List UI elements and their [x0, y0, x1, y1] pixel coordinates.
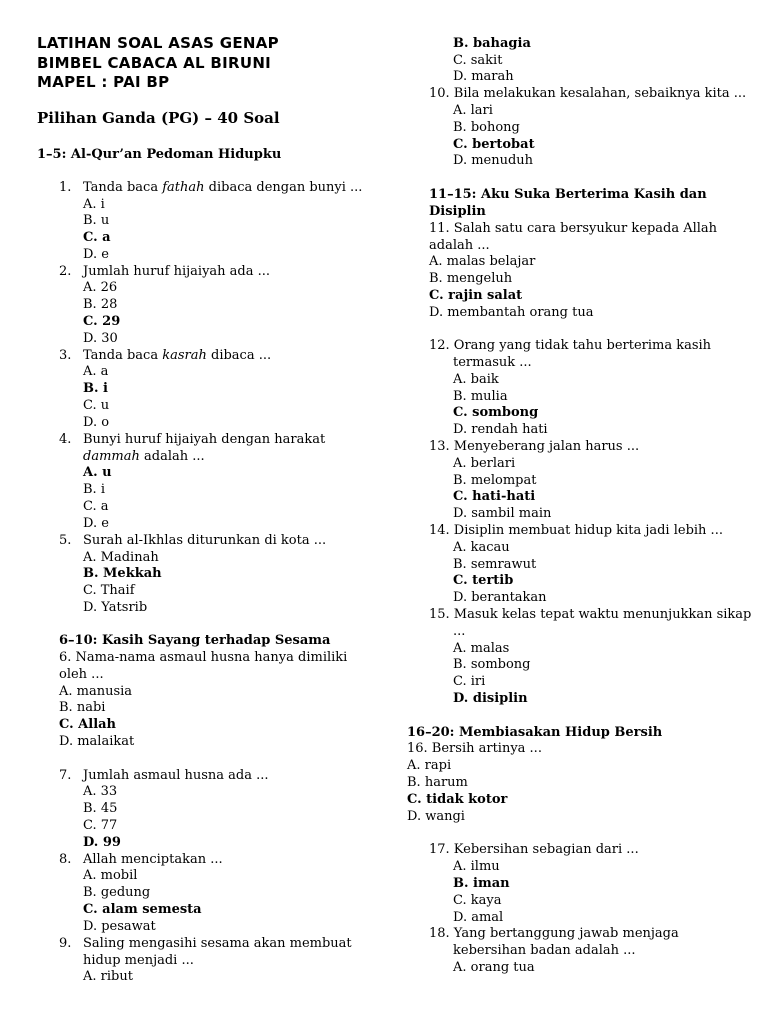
q7-text: Jumlah asmaul husna ada ...: [83, 768, 269, 783]
q14-option-b: B. semrawut: [453, 557, 537, 572]
q6-option-d: D. malaikat: [59, 734, 135, 749]
q3-option-d: D. o: [83, 415, 110, 430]
doc-title-line2: BIMBEL CABACA AL BIRUNI: [37, 54, 272, 72]
q8-option-c: C. alam semesta: [83, 902, 202, 917]
q4-text-line2: dammah adalah ...: [83, 449, 205, 464]
q10-option-c: C. bertobat: [453, 137, 535, 152]
q3-option-b: B. i: [83, 381, 108, 396]
q18-text-line1: 18. Yang bertanggung jawab menjaga: [429, 926, 679, 941]
q7-option-b: B. 45: [83, 801, 118, 816]
section-heading-3-line2: Disiplin: [429, 204, 486, 219]
q11-option-b: B. mengeluh: [429, 271, 513, 286]
q12-text-line1: 12. Orang yang tidak tahu berterima kasih: [429, 338, 712, 353]
q12-text-line2: termasuk ...: [453, 355, 532, 370]
q11-option-c: C. rajin salat: [429, 288, 523, 303]
q5-option-c: C. Thaif: [83, 583, 135, 598]
q6-option-a: A. manusia: [59, 684, 133, 699]
q12-option-a: A. baik: [453, 372, 499, 387]
q11-text-line1: 11. Salah satu cara bersyukur kepada Allah: [429, 221, 718, 236]
q10-option-b: B. bohong: [453, 120, 520, 135]
q7-number: 7.: [59, 768, 72, 783]
q14-option-a: A. kacau: [453, 540, 510, 555]
q9-number: 9.: [59, 936, 72, 951]
q1-text: Tanda baca fathah dibaca dengan bunyi ...: [83, 180, 363, 195]
q5-option-d: D. Yatsrib: [83, 600, 148, 615]
q9-text-line1: Saling mengasihi sesama akan membuat: [83, 936, 352, 951]
q3-number: 3.: [59, 348, 72, 363]
q13-option-d: D. sambil main: [453, 506, 552, 521]
q6-text-line1: 6. Nama-nama asmaul husna hanya dimiliki: [59, 650, 348, 665]
q9-option-c: C. sakit: [453, 53, 503, 68]
section-heading-4: 16–20: Membiasakan Hidup Bersih: [407, 725, 663, 740]
q9-option-b: B. bahagia: [453, 36, 531, 51]
q3-option-a: A. a: [83, 364, 109, 379]
q14-option-c: C. tertib: [453, 573, 514, 588]
q4-option-a: A. u: [83, 465, 112, 480]
q10-option-d: D. menuduh: [453, 153, 534, 168]
q7-option-a: A. 33: [83, 784, 118, 799]
q8-number: 8.: [59, 852, 72, 867]
q10-text: 10. Bila melakukan kesalahan, sebaiknya kita ...: [429, 86, 747, 101]
q15-option-a: A. malas: [453, 641, 510, 656]
q17-option-d: D. amal: [453, 910, 504, 925]
q4-text-line1: Bunyi huruf hijaiyah dengan harakat: [83, 432, 326, 447]
q2-text: Jumlah huruf hijaiyah ada ...: [83, 264, 271, 279]
q15-text-line2: ...: [453, 624, 466, 639]
q1-option-a: A. i: [83, 197, 105, 212]
q7-option-d: D. 99: [83, 835, 121, 850]
q16-option-a: A. rapi: [407, 758, 452, 773]
q3-option-c: C. u: [83, 398, 110, 413]
q1-option-b: B. u: [83, 213, 110, 228]
doc-title-line3: MAPEL : PAI BP: [37, 73, 170, 91]
section-heading-1: 1–5: Al-Qur’an Pedoman Hidupku: [37, 147, 282, 162]
q13-option-b: B. melompat: [453, 473, 537, 488]
section-heading-2: 6–10: Kasih Sayang terhadap Sesama: [59, 633, 331, 648]
q14-text: 14. Disiplin membuat hidup kita jadi lebih ...: [429, 523, 723, 538]
q16-option-d: D. wangi: [407, 809, 465, 824]
section-heading-3-line1: 11–15: Aku Suka Berterima Kasih dan: [429, 187, 707, 202]
q17-option-a: A. ilmu: [453, 859, 500, 874]
q16-option-c: C. tidak kotor: [407, 792, 508, 807]
q12-option-d: D. rendah hati: [453, 422, 548, 437]
doc-subtitle: Pilihan Ganda (PG) – 40 Soal: [37, 109, 280, 127]
q1-number: 1.: [59, 180, 72, 195]
q4-option-c: C. a: [83, 499, 109, 514]
q12-option-c: C. sombong: [453, 405, 539, 420]
q12-option-b: B. mulia: [453, 389, 508, 404]
q4-option-d: D. e: [83, 516, 109, 531]
q14-option-d: D. berantakan: [453, 590, 547, 605]
q11-option-a: A. malas belajar: [429, 254, 536, 269]
q10-option-a: A. lari: [453, 103, 493, 118]
q2-option-c: C. 29: [83, 314, 121, 329]
q2-option-b: B. 28: [83, 297, 118, 312]
q2-option-d: D. 30: [83, 331, 118, 346]
q5-option-b: B. Mekkah: [83, 566, 162, 581]
q16-text: 16. Bersih artinya ...: [407, 741, 542, 756]
q17-option-b: B. iman: [453, 876, 510, 891]
q13-option-a: A. berlari: [453, 456, 516, 471]
q8-text: Allah menciptakan ...: [83, 852, 223, 867]
q6-option-c: C. Allah: [59, 717, 117, 732]
q6-option-b: B. nabi: [59, 700, 106, 715]
q7-option-c: C. 77: [83, 818, 118, 833]
q11-text-line2: adalah ...: [429, 238, 490, 253]
q15-option-c: C. iri: [453, 674, 486, 689]
doc-title-line1: LATIHAN SOAL ASAS GENAP: [37, 34, 279, 52]
q17-text: 17. Kebersihan sebagian dari ...: [429, 842, 639, 857]
q3-text: Tanda baca kasrah dibaca ...: [83, 348, 272, 363]
q9-option-d: D. marah: [453, 69, 514, 84]
q11-option-d: D. membantah orang tua: [429, 305, 594, 320]
q9-option-a: A. ribut: [83, 969, 133, 984]
q5-option-a: A. Madinah: [83, 550, 159, 565]
q2-option-a: A. 26: [83, 280, 118, 295]
q1-option-c: C. a: [83, 230, 111, 245]
q13-text: 13. Menyeberang jalan harus ...: [429, 439, 640, 454]
q8-option-a: A. mobil: [83, 868, 138, 883]
q6-text-line2: oleh ...: [59, 667, 104, 682]
q4-number: 4.: [59, 432, 72, 447]
q17-option-c: C. kaya: [453, 893, 502, 908]
q8-option-d: D. pesawat: [83, 919, 156, 934]
q5-text: Surah al-Ikhlas diturunkan di kota ...: [83, 533, 327, 548]
q5-number: 5.: [59, 533, 72, 548]
q2-number: 2.: [59, 264, 72, 279]
q15-option-d: D. disiplin: [453, 691, 528, 706]
q18-text-line2: kebersihan badan adalah ...: [453, 943, 636, 958]
q4-option-b: B. i: [83, 482, 105, 497]
q13-option-c: C. hati-hati: [453, 489, 536, 504]
q15-text-line1: 15. Masuk kelas tepat waktu menunjukkan sikap: [429, 607, 752, 622]
q8-option-b: B. gedung: [83, 885, 151, 900]
q18-option-a: A. orang tua: [453, 960, 535, 975]
q16-option-b: B. harum: [407, 775, 468, 790]
q15-option-b: B. sombong: [453, 657, 531, 672]
q9-text-line2: hidup menjadi ...: [83, 953, 194, 968]
q1-option-d: D. e: [83, 247, 109, 262]
